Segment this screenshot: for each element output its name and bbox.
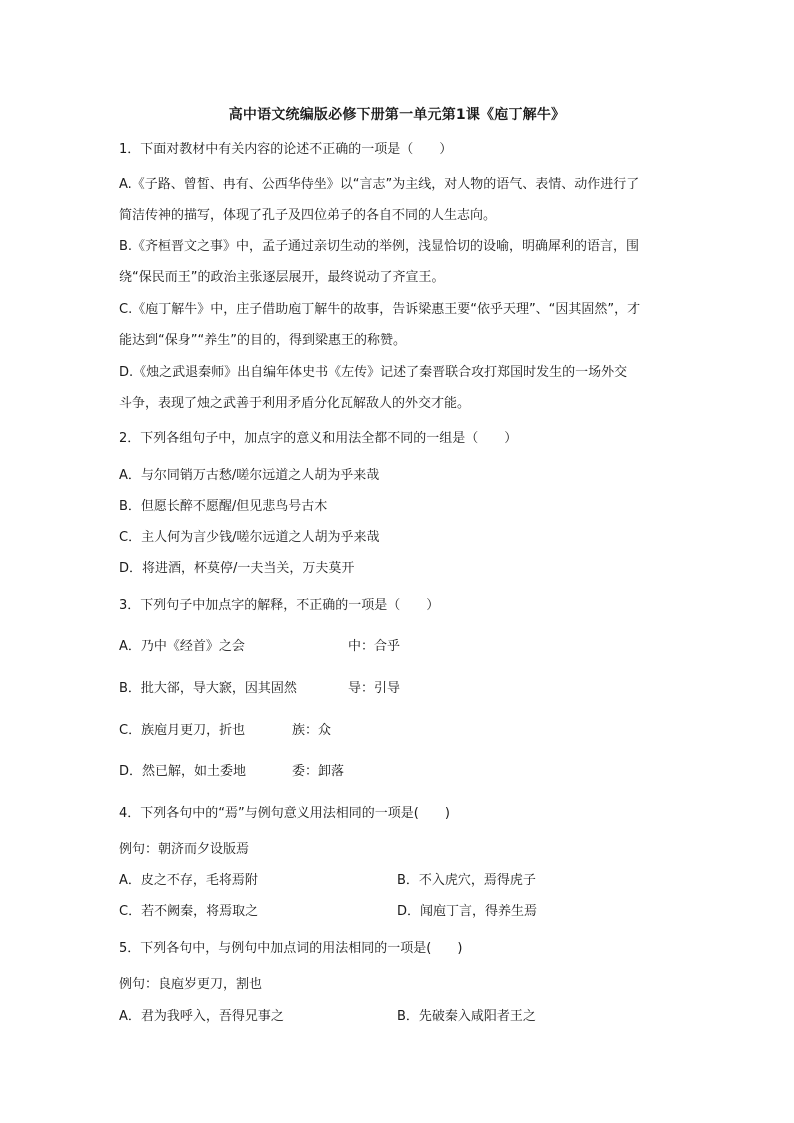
document-title: 高中语文统编版必修下册第一单元第1课《庖丁解牛》 bbox=[228, 107, 566, 123]
question-3-option-c: C．族庖月更刀，折也 bbox=[119, 723, 246, 738]
question-2-option-b: B．但愿长醉不愿醒/但见悲鸟号古木 bbox=[119, 499, 328, 514]
question-4-example: 例句：朝济而夕设版焉 bbox=[119, 842, 250, 857]
question-2-stem: 2．下列各组句子中，加点字的意义和用法全都不同的一组是（ ） bbox=[119, 431, 518, 446]
question-3-option-b: B．批大郤，导大窾，因其固然 bbox=[119, 681, 297, 696]
question-4-option-d: D．闻庖丁言，得养生焉 bbox=[397, 904, 538, 919]
question-3-option-d-explanation: 委：卸落 bbox=[292, 764, 345, 779]
question-4-stem: 4．下列各句中的“焉”与例句意义用法相同的一项是( ) bbox=[119, 806, 450, 821]
question-3-option-d: D．然已解，如土委地 bbox=[119, 764, 247, 779]
question-1-option-a-line-1: A.《子路、曾皙、冉有、公西华侍坐》以“言志”为主线，对人物的语气、表情、动作进行了 bbox=[119, 177, 640, 192]
question-1-stem: 1．下面对教材中有关内容的论述不正确的一项是（ ） bbox=[119, 142, 453, 157]
question-1-option-b-line-1: B.《齐桓晋文之事》中，孟子通过亲切生动的举例，浅显恰切的设喻，明确犀利的语言，围 bbox=[119, 239, 640, 254]
question-1-option-c-line-1: C.《庖丁解牛》中，庄子借助庖丁解牛的故事，告诉梁惠王要“依乎天理”、“因其固然”，才 bbox=[119, 302, 641, 317]
question-4-option-b: B．不入虎穴，焉得虎子 bbox=[397, 873, 536, 888]
question-3-stem: 3．下列句子中加点字的解释，不正确的一项是（ ） bbox=[119, 598, 440, 613]
question-1-option-d-line-2: 斗争，表现了烛之武善于利用矛盾分化瓦解敌人的外交才能。 bbox=[119, 396, 471, 411]
question-5-example: 例句：良庖岁更刀，割也 bbox=[119, 977, 263, 992]
question-2-option-c: C．主人何为言少钱/嗟尔远道之人胡为乎来哉 bbox=[119, 530, 380, 545]
question-3-option-b-explanation: 导：引导 bbox=[348, 681, 401, 696]
question-4-option-c: C．若不阙秦，将焉取之 bbox=[119, 904, 259, 919]
question-2-option-a: A．与尔同销万古愁/嗟尔远道之人胡为乎来哉 bbox=[119, 468, 380, 483]
question-5-option-b: B．先破秦入咸阳者王之 bbox=[397, 1009, 536, 1024]
question-5-option-a: A．君为我呼入，吾得兄事之 bbox=[119, 1009, 284, 1024]
question-1-option-d-line-1: D.《烛之武退秦师》出自编年体史书《左传》记述了秦晋联合攻打郑国时发生的一场外交 bbox=[119, 365, 628, 380]
question-3-option-a-explanation: 中：合乎 bbox=[348, 639, 401, 654]
question-3-option-a: A．乃中《经首》之会 bbox=[119, 639, 245, 654]
question-1-option-a-line-2: 简洁传神的描写，体现了孔子及四位弟子的各自不同的人生志向。 bbox=[119, 208, 497, 223]
question-2-option-d: D．将进酒，杯莫停/一夫当关，万夫莫开 bbox=[119, 561, 355, 576]
question-1-option-c-line-2: 能达到“保身”“养生”的目的，得到梁惠王的称赞。 bbox=[119, 333, 406, 348]
question-3-option-c-explanation: 族：众 bbox=[292, 723, 332, 738]
question-1-option-b-line-2: 绕“保民而王”的政治主张逐层展开，最终说动了齐宣王。 bbox=[119, 270, 445, 285]
question-5-stem: 5．下列各句中，与例句中加点词的用法相同的一项是( ) bbox=[119, 941, 463, 956]
question-4-option-a: A．皮之不存，毛将焉附 bbox=[119, 873, 258, 888]
